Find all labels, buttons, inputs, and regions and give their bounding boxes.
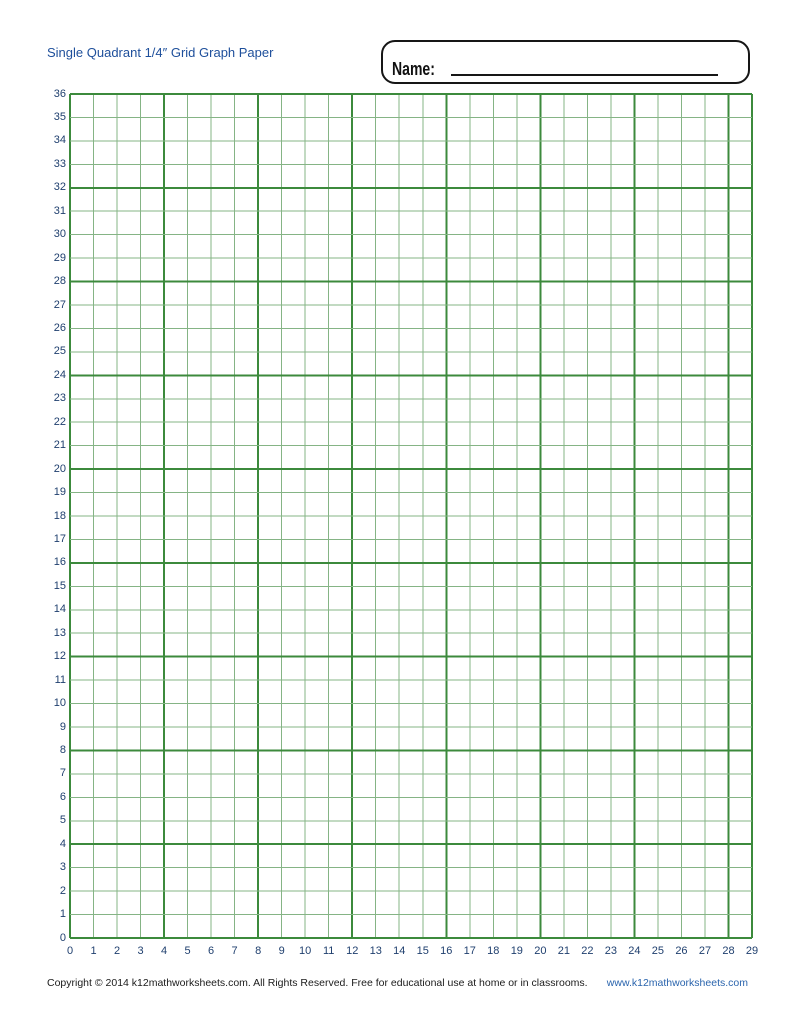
y-tick-label: 16 — [53, 556, 66, 569]
y-tick-label: 34 — [53, 134, 66, 147]
y-tick-label: 23 — [53, 392, 66, 405]
x-tick-label: 18 — [487, 945, 500, 957]
y-tick-label: 14 — [53, 603, 66, 616]
name-blank-line — [451, 74, 718, 76]
y-tick-label: 25 — [53, 345, 66, 358]
y-tick-label: 30 — [53, 228, 66, 241]
y-tick-label: 26 — [53, 321, 66, 334]
y-tick-label: 3 — [59, 861, 66, 874]
y-tick-label: 0 — [59, 931, 66, 944]
x-tick-label: 14 — [393, 945, 406, 957]
x-tick-label: 29 — [745, 945, 759, 957]
copyright-text: Copyright © 2014 k12mathworksheets.com. All Rights Reserved. Free for educational use at home or in classrooms. — [47, 977, 588, 989]
y-tick-label: 20 — [53, 462, 66, 475]
y-tick-label: 2 — [59, 884, 66, 897]
y-tick-label: 32 — [53, 181, 66, 194]
x-tick-label: 26 — [675, 945, 688, 957]
y-tick-label: 19 — [53, 486, 66, 499]
x-tick-label: 13 — [369, 945, 382, 957]
y-tick-label: 4 — [59, 837, 66, 850]
y-tick-label: 15 — [53, 579, 66, 592]
y-tick-label: 27 — [53, 298, 66, 311]
y-tick-label: 7 — [59, 767, 66, 780]
page-title: Single Quadrant 1/4″ Grid Graph Paper — [47, 45, 274, 60]
x-tick-label: 23 — [604, 945, 618, 957]
x-tick-label: 17 — [463, 945, 476, 957]
y-tick-label: 33 — [53, 157, 66, 170]
y-tick-label: 18 — [53, 509, 66, 522]
x-tick-label: 4 — [161, 945, 168, 957]
y-tick-label: 24 — [53, 368, 66, 381]
x-tick-label: 22 — [581, 945, 594, 957]
website-link[interactable]: www.k12mathworksheets.com — [606, 977, 748, 989]
x-tick-label: 19 — [510, 945, 523, 957]
y-tick-label: 31 — [53, 204, 66, 217]
y-tick-label: 8 — [59, 743, 66, 756]
y-tick-label: 11 — [54, 673, 66, 686]
x-tick-label: 3 — [137, 945, 144, 957]
x-tick-label: 0 — [66, 945, 74, 957]
y-tick-label: 6 — [59, 790, 66, 803]
y-tick-label: 22 — [53, 415, 66, 428]
x-tick-label: 27 — [698, 945, 712, 957]
x-tick-label: 1 — [90, 945, 97, 957]
x-tick-label: 15 — [416, 945, 429, 957]
x-tick-label: 16 — [440, 945, 453, 957]
x-tick-label: 7 — [231, 945, 238, 957]
y-tick-label: 10 — [53, 697, 66, 710]
y-tick-label: 35 — [53, 110, 66, 123]
y-tick-label: 21 — [53, 439, 66, 452]
y-tick-label: 17 — [53, 532, 66, 545]
x-tick-label: 28 — [722, 945, 735, 957]
x-tick-label: 11 — [322, 945, 335, 957]
y-tick-label: 36 — [53, 87, 66, 100]
graph-grid — [68, 92, 754, 940]
x-tick-label: 25 — [651, 945, 665, 957]
x-tick-label: 5 — [184, 945, 191, 957]
x-tick-label: 9 — [278, 945, 285, 957]
y-tick-label: 5 — [59, 814, 66, 827]
x-tick-label: 12 — [346, 945, 359, 957]
x-tick-label: 21 — [557, 945, 570, 957]
x-tick-label: 6 — [208, 945, 215, 957]
y-tick-label: 28 — [53, 275, 66, 288]
name-label: Name: — [392, 59, 435, 80]
x-tick-label: 8 — [255, 945, 262, 957]
x-tick-label: 2 — [113, 945, 121, 957]
x-tick-label: 24 — [628, 945, 641, 957]
x-tick-label: 20 — [534, 945, 547, 957]
name-box — [381, 40, 750, 84]
y-tick-label: 29 — [53, 251, 66, 264]
y-tick-label: 13 — [53, 626, 66, 639]
y-tick-label: 1 — [59, 908, 66, 921]
x-tick-label: 10 — [299, 945, 312, 957]
y-tick-label: 9 — [59, 720, 66, 733]
y-tick-label: 12 — [53, 650, 66, 663]
